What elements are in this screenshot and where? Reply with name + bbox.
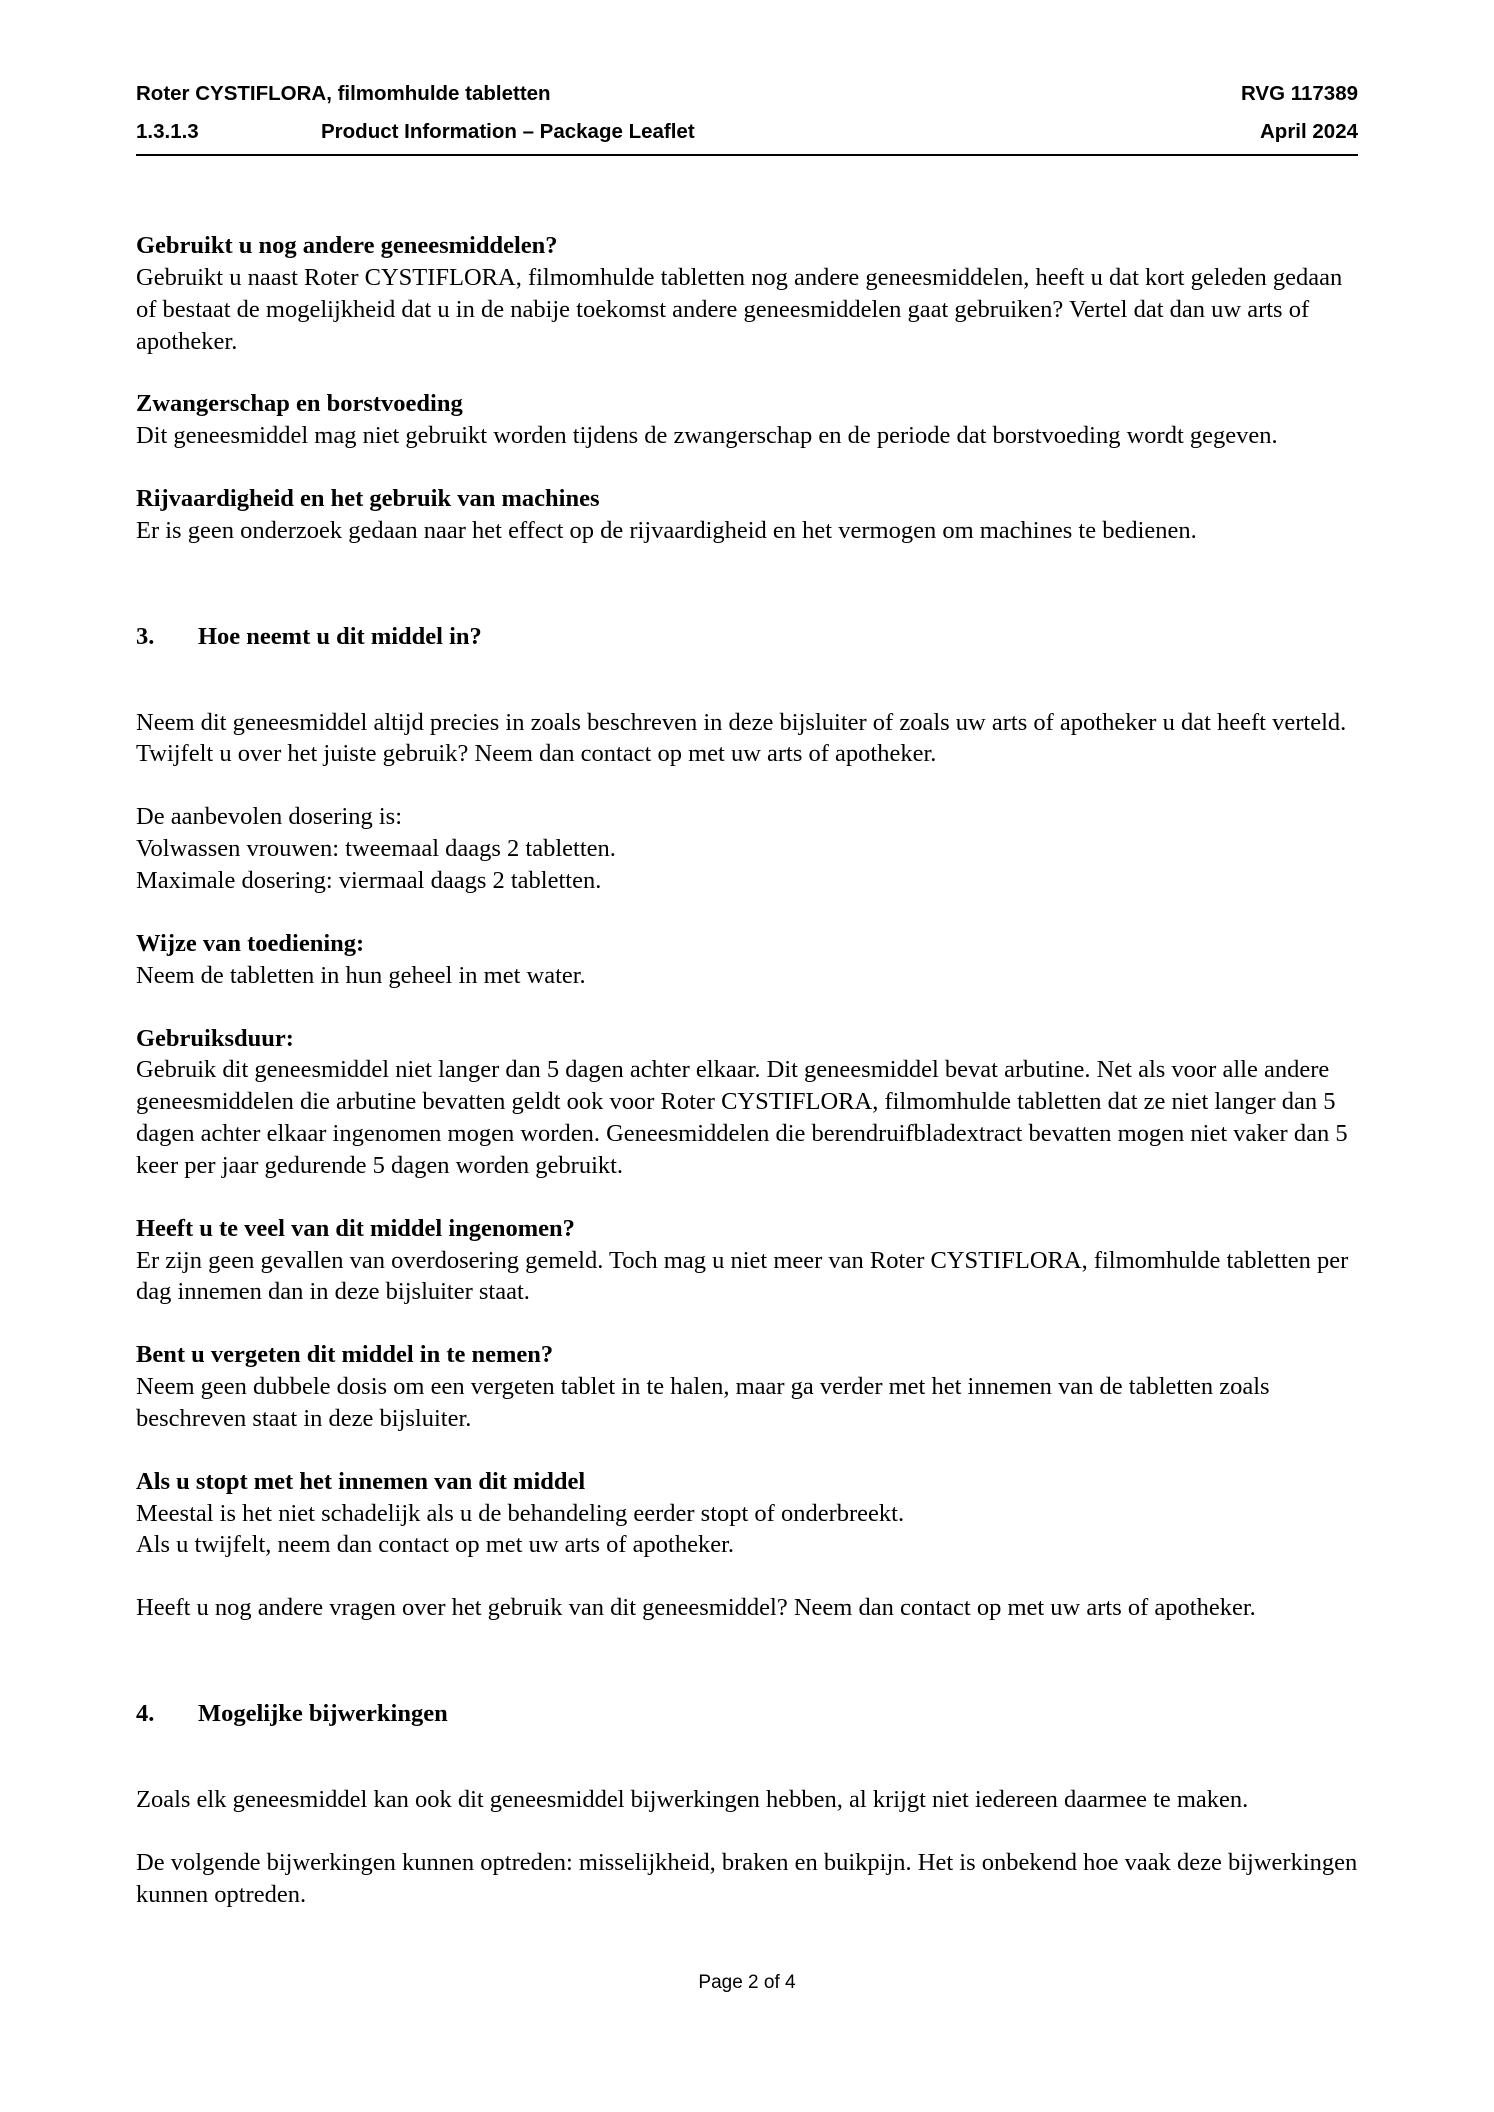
section3-intro: Neem dit geneesmiddel altijd precies in zoals beschreven in deze bijsluiter of zoals uw arts of apotheker u dat heeft verteld. Twijfelt u over het juiste gebruik? Neem dan contact op met uw arts of apotheker. xyxy=(136,708,1347,768)
page-content xyxy=(136,84,1358,1911)
dosage-adults: Volwassen vrouwen: tweemaal daags 2 tabletten. xyxy=(136,835,616,863)
header-row-bottom xyxy=(136,119,1358,143)
spacer xyxy=(136,1561,1358,1592)
spacer xyxy=(136,1182,1358,1213)
section3-number: 3. xyxy=(136,622,155,650)
section4-heading xyxy=(136,1698,1358,1730)
spacer xyxy=(136,1730,1358,1784)
driving-paragraph: Er is geen onderzoek gedaan naar het effect op de rijvaardigheid en het vermogen om machines te bedienen. xyxy=(136,516,1197,544)
spacer xyxy=(136,992,1358,1023)
spacer xyxy=(136,1435,1358,1466)
document-header xyxy=(136,84,1358,156)
spacer xyxy=(136,156,1358,230)
spacer xyxy=(136,547,1358,621)
stopping-text-line2: Als u twijfelt, neem dan contact op met uw arts of apotheker. xyxy=(136,1531,735,1559)
duration-heading: Gebruiksduur: xyxy=(136,1024,294,1052)
spacer xyxy=(136,1308,1358,1339)
section3-heading xyxy=(136,621,1358,653)
header-document-type: Product Information – Package Leaflet xyxy=(321,119,695,143)
spacer xyxy=(136,1624,1358,1698)
other-medicines-paragraph: Gebruikt u naast Roter CYSTIFLORA, filmomhulde tabletten nog andere geneesmiddelen, heeft u dat kort geleden gedaan of bestaat de mogelijkheid dat u in de nabije toekomst andere geneesmiddelen gaat gebruiken? Vertel dat dan uw arts of apotheker. xyxy=(136,263,1343,355)
overdose-heading: Heeft u te veel van dit middel ingenomen? xyxy=(136,1214,575,1242)
section4-paragraph-2: De volgende bijwerkingen kunnen optreden: misselijkheid, braken en buikpijn. Het is onbekend hoe vaak deze bijwerkingen kunnen optreden. xyxy=(136,1848,1358,1908)
other-medicines-heading: Gebruikt u nog andere geneesmiddelen? xyxy=(136,232,558,259)
spacer xyxy=(136,1816,1358,1847)
header-section-number: 1.3.1.3 xyxy=(136,119,199,143)
header-row-top xyxy=(136,84,1358,105)
spacer xyxy=(136,770,1358,801)
spacer xyxy=(136,653,1358,707)
page-number-label: Page 2 of 4 xyxy=(698,1972,796,1993)
stopping-heading: Als u stopt met het innemen van dit middel xyxy=(136,1467,586,1495)
spacer xyxy=(136,452,1358,483)
stopping-text-line1: Meestal is het niet schadelijk als u de behandeling eerder stopt of onderbreekt. xyxy=(136,1499,905,1527)
dosage-intro: De aanbevolen dosering is: xyxy=(136,803,403,831)
registration-number: RVG 117389 xyxy=(1240,82,1358,105)
document-body xyxy=(136,156,1358,1911)
header-date: April 2024 xyxy=(1260,119,1358,143)
section4-title: Mogelijke bijwerkingen xyxy=(198,1700,448,1728)
missed-dose-heading: Bent u vergeten dit middel in te nemen? xyxy=(136,1341,554,1369)
administration-heading: Wijze van toediening: xyxy=(136,929,365,957)
pregnancy-heading: Zwangerschap en borstvoeding xyxy=(136,390,463,418)
product-title: Roter CYSTIFLORA, filmomhulde tabletten xyxy=(136,82,551,105)
spacer xyxy=(136,357,1358,388)
section3-closing-text: Heeft u nog andere vragen over het gebruik van dit geneesmiddel? Neem dan contact op met uw arts of apotheker. xyxy=(136,1594,1256,1622)
dosage-max: Maximale dosering: viermaal daags 2 tabletten. xyxy=(136,866,602,894)
section3-title: Hoe neemt u dit middel in? xyxy=(198,622,482,650)
missed-dose-text: Neem geen dubbele dosis om een vergeten tablet in te halen, maar ga verder met het innemen van de tabletten zoals beschreven staat in deze bijsluiter. xyxy=(136,1373,1270,1432)
administration-text: Neem de tabletten in hun geheel in met water. xyxy=(136,961,586,989)
pregnancy-paragraph: Dit geneesmiddel mag niet gebruikt worden tijdens de zwangerschap en de periode dat borstvoeding wordt gegeven. xyxy=(136,422,1278,450)
driving-heading: Rijvaardigheid en het gebruik van machines xyxy=(136,485,600,513)
duration-text: Gebruik dit geneesmiddel niet langer dan 5 dagen achter elkaar. Dit geneesmiddel bevat arbutine. Net als voor alle andere geneesmiddelen die arbutine bevatten geldt ook voor Roter CYSTIFLORA, filmomhulde tabletten dat ze niet langer dan 5 dagen achter elkaar ingenomen mogen worden. Geneesmiddelen die berendruifbladextract bevatten mogen niet vaker dan 5 keer per jaar gedurende 5 dagen worden gebruikt. xyxy=(136,1056,1348,1179)
overdose-text: Er zijn geen gevallen van overdosering gemeld. Toch mag u niet meer van Roter CYSTIFLORA, filmomhulde tabletten per dag innemen dan in deze bijsluiter staat. xyxy=(136,1246,1349,1306)
spacer xyxy=(136,897,1358,928)
page-footer xyxy=(0,1972,1494,1994)
section4-number: 4. xyxy=(136,1700,155,1728)
section4-paragraph-1: Zoals elk geneesmiddel kan ook dit geneesmiddel bijwerkingen hebben, al krijgt niet iedereen daarmee te maken. xyxy=(136,1786,1249,1813)
